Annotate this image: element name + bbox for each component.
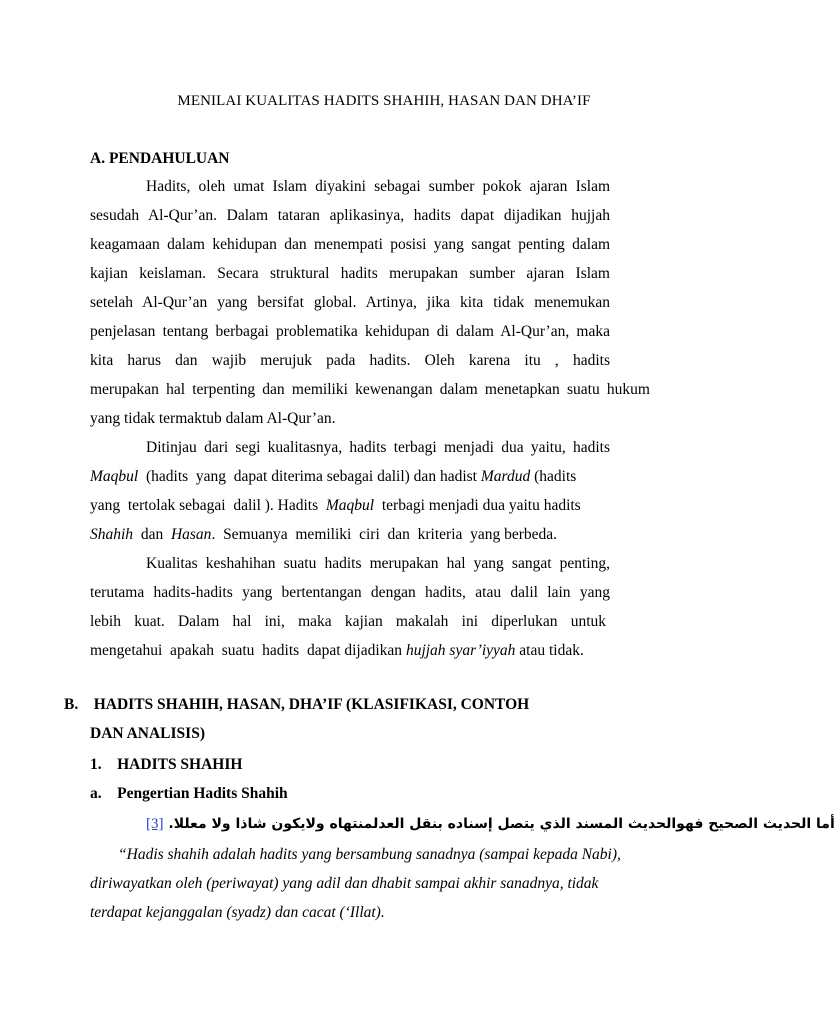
paragraph-line: merupakan hal terpenting dan memiliki kewenangan dalam menetapkan suatu hukum <box>90 381 650 398</box>
quote-line: diriwayatkan oleh (periwayat) yang adil dan dhabit sampai akhir sanadnya, tidak <box>90 875 599 892</box>
term-hujjah: hujjah syar’iyyah <box>405 642 516 659</box>
text-span: atau tidak. <box>515 642 584 659</box>
term-maqbul: Maqbul <box>90 468 139 485</box>
paragraph-line: Kualitas keshahihan suatu hadits merupakan hal yang sangat penting, <box>146 555 610 572</box>
quote-line: “Hadis shahih adalah hadits yang bersambung sanadnya (sampai kepada Nabi), <box>118 846 621 863</box>
section-b-heading-cont: DAN ANALISIS) <box>90 725 205 742</box>
subheading-hadits-shahih: 1. HADITS SHAHIH <box>90 756 243 773</box>
text-span: terbagi menjadi dua yaitu hadits <box>374 497 581 514</box>
paragraph-line: penjelasan tentang berbagai problematika kehidupan di dalam Al-Qur’an, maka <box>90 323 610 340</box>
text-span: yang tertolak sebagai dalil ). Hadits <box>90 497 326 514</box>
paragraph-line <box>90 495 610 517</box>
paragraph-line: kajian keislaman. Secara struktural hadits merupakan sumber ajaran Islam <box>90 265 610 282</box>
text-span: dan <box>133 526 171 543</box>
term-mardud: Mardud <box>480 468 531 485</box>
subheading-pengertian: a. Pengertian Hadits Shahih <box>90 785 288 802</box>
paragraph-line: setelah Al-Qur’an yang bersifat global. Artinya, jika kita tidak menemukan <box>90 294 610 311</box>
paragraph-line: kita harus dan wajib merujuk pada hadits. Oleh karena itu , hadits <box>90 352 610 369</box>
paragraph-line <box>90 524 610 546</box>
arabic-text: أما الحديث الصحيح فهوالحديث المسند الذي يتصل إسناده بنقل العدلمنتهاه ولايكون شاذا ولا معللا. <box>168 816 835 832</box>
paragraph-line: terutama hadits-hadits yang bertentangan dengan hadits, atau dalil lain yang <box>90 584 610 601</box>
section-a-heading: A. PENDAHULUAN <box>90 150 230 167</box>
quote-line: terdapat kejanggalan (syadz) dan cacat (‘Illat). <box>90 904 385 921</box>
footnote-link[interactable]: [3] <box>146 816 164 832</box>
text-span: (hadits <box>530 468 577 485</box>
term-hasan: Hasan <box>170 526 212 543</box>
text-span: mengetahui apakah suatu hadits dapat dijadikan <box>90 642 406 659</box>
section-b-heading: B. HADITS SHAHIH, HASAN, DHA’IF (KLASIFIKASI, CONTOH <box>64 696 530 713</box>
term-shahih: Shahih <box>90 526 134 543</box>
text-span: . Semuanya memiliki ciri dan kriteria yang berbeda. <box>211 526 558 543</box>
paragraph-line <box>90 640 610 662</box>
paragraph-line: keagamaan dalam kehidupan dan menempati posisi yang sangat penting dalam <box>90 236 610 253</box>
text-span: (hadits yang dapat diterima sebagai dalil) dan hadist <box>138 468 481 485</box>
paragraph-line: Hadits, oleh umat Islam diyakini sebagai sumber pokok ajaran Islam <box>146 178 610 195</box>
paragraph-line: Ditinjau dari segi kualitasnya, hadits terbagi menjadi dua yaitu, hadits <box>146 439 610 456</box>
paragraph-line: lebih kuat. Dalam hal ini, maka kajian makalah ini diperlukan untuk <box>90 613 606 630</box>
arabic-definition-line <box>146 811 835 837</box>
document-title: MENILAI KUALITAS HADITS SHAHIH, HASAN DAN DHA’IF <box>177 93 591 109</box>
term-maqbul: Maqbul <box>325 497 375 514</box>
paragraph-line <box>90 466 610 488</box>
paragraph-line: yang tidak termaktub dalam Al-Qur’an. <box>90 410 336 427</box>
paragraph-line: sesudah Al-Qur’an. Dalam tataran aplikasinya, hadits dapat dijadikan hujjah <box>90 207 610 224</box>
